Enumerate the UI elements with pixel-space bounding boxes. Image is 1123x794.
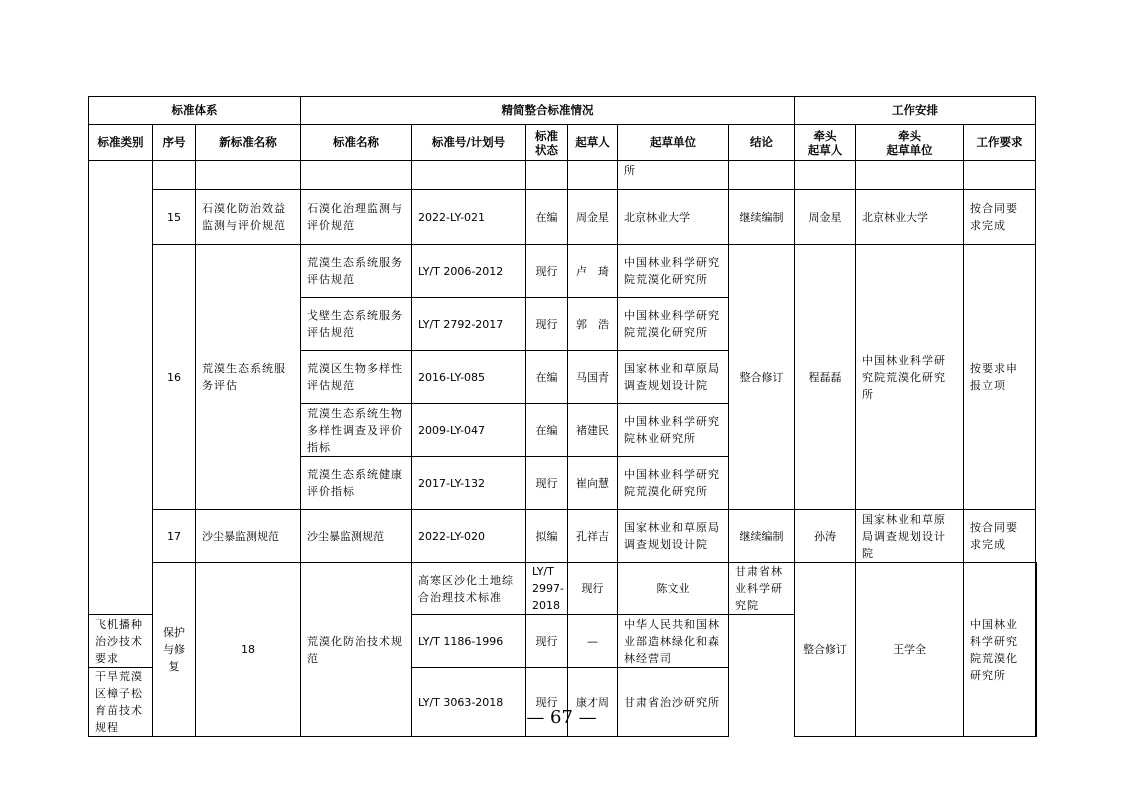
unit-cell: 甘肃省治沙研究所 [618,668,729,737]
new-name-cell: 石漠化防治效益监测与评价规范 [196,190,301,245]
new-name-cell: 沙尘暴监测规范 [196,510,301,563]
conclusion-cell: 整合修订 [729,245,795,510]
lead-unit-cell: 中国林业科学研究院荒漠化研究所 [964,563,1036,737]
std-name-cell: 荒漠区生物多样性评估规范 [301,351,412,404]
lead-drafter-cell: 程磊磊 [795,245,856,510]
state-cell: 在编 [526,404,568,457]
header-std-no: 标准号/计划号 [412,125,526,161]
req-cell: 按合同要求完成 [964,510,1036,563]
drafter-cell: — [568,615,618,668]
std-name-cell: 飞机播种治沙技术要求 [89,615,153,668]
std-name-cell: 戈壁生态系统服务评估规范 [301,298,412,351]
seq-cell: 17 [153,510,196,563]
state-cell: 现行 [526,668,568,737]
header-lead-drafter: 牵头 起草人 [795,125,856,161]
state-cell: 在编 [526,190,568,245]
column-header-row [89,125,1037,161]
std-no-cell: 2017-LY-132 [412,457,526,510]
std-no-cell: LY/T 2997-2018 [526,563,568,615]
drafter-cell: 孔祥吉 [568,510,618,563]
conclusion-cell: 继续编制 [729,510,795,563]
state-cell: 现行 [526,298,568,351]
table-row [89,563,1037,615]
state-cell: 在编 [526,351,568,404]
std-name-cell: 荒漠生态系统健康评价指标 [301,457,412,510]
std-name-cell: 石漠化治理监测与评价规范 [301,190,412,245]
unit-cell: 北京林业大学 [618,190,729,245]
seq-cell: 16 [153,245,196,510]
conclusion-cell: 整合修订 [795,563,856,737]
std-no-cell: LY/T 3063-2018 [412,668,526,737]
new-name-cell: 荒漠化防治技术规范 [301,563,412,737]
page-number: — 67 — [526,707,597,728]
group-simplify: 精简整合标准情况 [301,97,795,125]
state-cell: 现行 [526,457,568,510]
header-category: 标准类别 [89,125,153,161]
std-name-cell: 高寒区沙化土地综合治理技术标准 [412,563,526,615]
drafter-cell: 崔向慧 [568,457,618,510]
group-work: 工作安排 [795,97,1036,125]
state-cell: 现行 [526,245,568,298]
drafter-cell: 周金星 [568,190,618,245]
state-cell: 现行 [568,563,618,615]
std-no-cell: 2009-LY-047 [412,404,526,457]
std-no-cell: LY/T 2006-2012 [412,245,526,298]
header-std-name: 标准名称 [301,125,412,161]
unit-cell: 中华人民共和国林业部造林绿化和森林经营司 [618,615,729,668]
group-system: 标准体系 [89,97,301,125]
header-lead-unit: 牵头 起草单位 [856,125,964,161]
header-new-name: 新标准名称 [196,125,301,161]
table-row [89,245,1037,298]
state-cell: 拟编 [526,510,568,563]
drafter-cell: 康才周 [568,668,618,737]
std-name-cell: 荒漠生态系统服务评估规范 [301,245,412,298]
drafter-cell: 卢 琦 [568,245,618,298]
header-drafter: 起草人 [568,125,618,161]
std-no-cell: 2022-LY-021 [412,190,526,245]
state-cell: 现行 [526,615,568,668]
unit-cell: 甘肃省林业科学研究院 [729,563,795,615]
std-name-cell: 荒漠生态系统生物多样性调查及评价指标 [301,404,412,457]
unit-cell: 国家林业和草原局调查规划设计院 [618,510,729,563]
group-header-row [89,97,1037,125]
std-no-cell: 2016-LY-085 [412,351,526,404]
conclusion-cell: 继续编制 [729,190,795,245]
lead-unit-cell: 国家林业和草原局调查规划设计院 [856,510,964,563]
header-req: 工作要求 [964,125,1036,161]
lead-drafter-cell: 王学全 [856,563,964,737]
lead-unit-cell: 中国林业科学研究院荒漠化研究所 [856,245,964,510]
drafter-cell: 陈文业 [618,563,729,615]
standards-table [88,96,1037,737]
std-no-cell: LY/T 2792-2017 [412,298,526,351]
unit-cell: 中国林业科学研究院荒漠化研究所 [618,457,729,510]
table-row [89,161,1037,190]
unit-cell: 国家林业和草原局调查规划设计院 [618,351,729,404]
header-conclusion: 结论 [729,125,795,161]
lead-drafter-cell: 孙涛 [795,510,856,563]
drafter-cell: 褚建民 [568,404,618,457]
lead-unit-cell: 北京林业大学 [856,190,964,245]
header-unit: 起草单位 [618,125,729,161]
std-no-cell: 2022-LY-020 [412,510,526,563]
category-cell-empty [89,161,153,615]
std-no-cell: LY/T 1186-1996 [412,615,526,668]
req-cell: 按要求申报立项 [964,245,1036,510]
lead-drafter-cell: 周金星 [795,190,856,245]
drafter-cell: 马国青 [568,351,618,404]
unit-cell: 中国林业科学研究院林业研究所 [618,404,729,457]
unit-cell: 中国林业科学研究院荒漠化研究所 [618,298,729,351]
seq-cell: 15 [153,190,196,245]
header-state: 标准 状态 [526,125,568,161]
table-row [89,190,1037,245]
unit-cell: 中国林业科学研究院荒漠化研究所 [618,245,729,298]
unit-cell: 所 [618,161,729,190]
req-cell: 按合同要求完成 [964,190,1036,245]
table-row [89,510,1037,563]
drafter-cell: 郭 浩 [568,298,618,351]
std-name-cell: 沙尘暴监测规范 [301,510,412,563]
category-cell: 保护与修复 [153,563,196,737]
seq-cell: 18 [196,563,301,737]
header-seq: 序号 [153,125,196,161]
std-name-cell: 干旱荒漠区樟子松育苗技术规程 [89,668,153,737]
new-name-cell: 荒漠生态系统服务评估 [196,245,301,510]
